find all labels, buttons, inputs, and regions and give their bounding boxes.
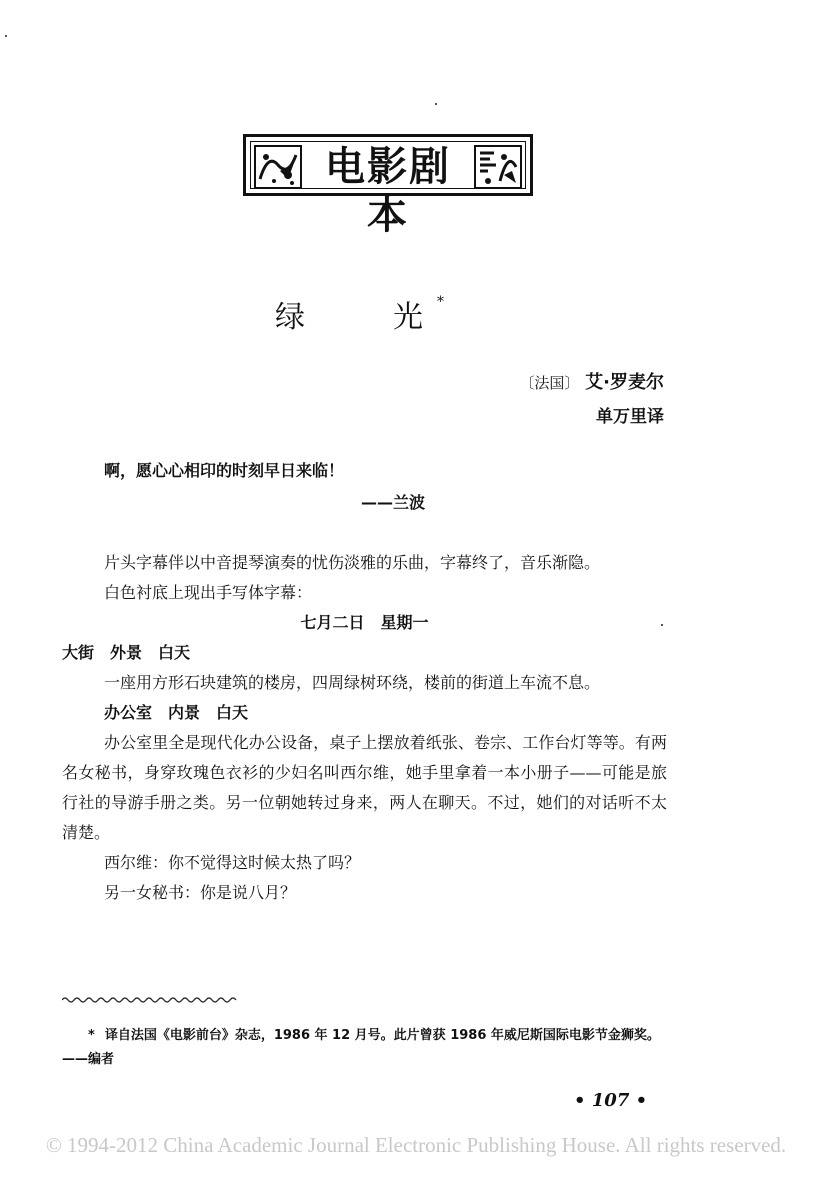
footnote-mark: *: [88, 1028, 95, 1043]
dialogue-sylvie: 西尔维：你不觉得这时候太热了吗？: [104, 853, 361, 872]
footnote-separator: [62, 996, 237, 1004]
scene-heading-street: 大街 外景 白天: [62, 643, 191, 662]
author-name: 艾·罗麦尔: [585, 372, 664, 393]
paragraph-street: 一座用方形石块建筑的楼房，四周绿树环绕，楼前的街道上车流不息。: [104, 673, 601, 692]
title-char-1: 绿: [275, 300, 305, 335]
copyright-watermark: © 1994-2012 China Academic Journal Electronic Publishing House. All rights reserved.: [45, 1133, 787, 1157]
dialogue-secretary: 另一女秘书：你是说八月？: [104, 883, 297, 902]
date-heading: 七月二日 星期一: [300, 613, 429, 632]
section-banner: [243, 134, 533, 238]
footnote-text: 译自法国《电影前台》杂志，1986 年 12 月号。此片曾获 1986 年威尼斯国际电影节金狮奖。——编者: [62, 1028, 660, 1067]
paragraph-office: 办公室里全是现代化办公设备，桌子上摆放着纸张、卷宗、工作台灯等等。有两名女秘书，身穿玫瑰色衣衫的少妇名叫西尔维，她手里拿着一本小册子——可能是旅行社的导游手册之类。另一位朝她转过身来，两人在聊天。不过，她们的对话听不太清楚。: [62, 733, 667, 842]
paragraph-caption-intro: 白色衬底上现出手写体字幕：: [104, 583, 313, 602]
banner-title: 电影剧本: [325, 144, 451, 238]
scene-heading-office: 办公室 内景 白天: [104, 703, 249, 722]
footnote: [62, 1024, 667, 1072]
page-number: • 107 •: [574, 1090, 648, 1111]
scan-speck: [661, 624, 663, 626]
epigraph-text: 啊，愿心心相印的时刻早日来临！: [104, 461, 345, 480]
paragraph-opening-credits: 片头字幕伴以中音提琴演奏的忧伤淡雅的乐曲，字幕终了，音乐渐隐。: [104, 553, 601, 572]
scan-speck: [435, 103, 437, 105]
title-char-2: 光: [393, 300, 423, 335]
translator: 单万里译: [596, 407, 664, 427]
author-line: [519, 368, 664, 394]
title-footnote-mark: *: [437, 294, 444, 310]
banner-ornament-right: [474, 145, 522, 189]
author-origin: 〔法国〕: [519, 374, 580, 392]
epigraph-source: ——兰波: [361, 493, 426, 512]
scan-speck: [5, 35, 7, 37]
script-body: [62, 548, 667, 908]
banner-ornament-left: [254, 145, 302, 189]
